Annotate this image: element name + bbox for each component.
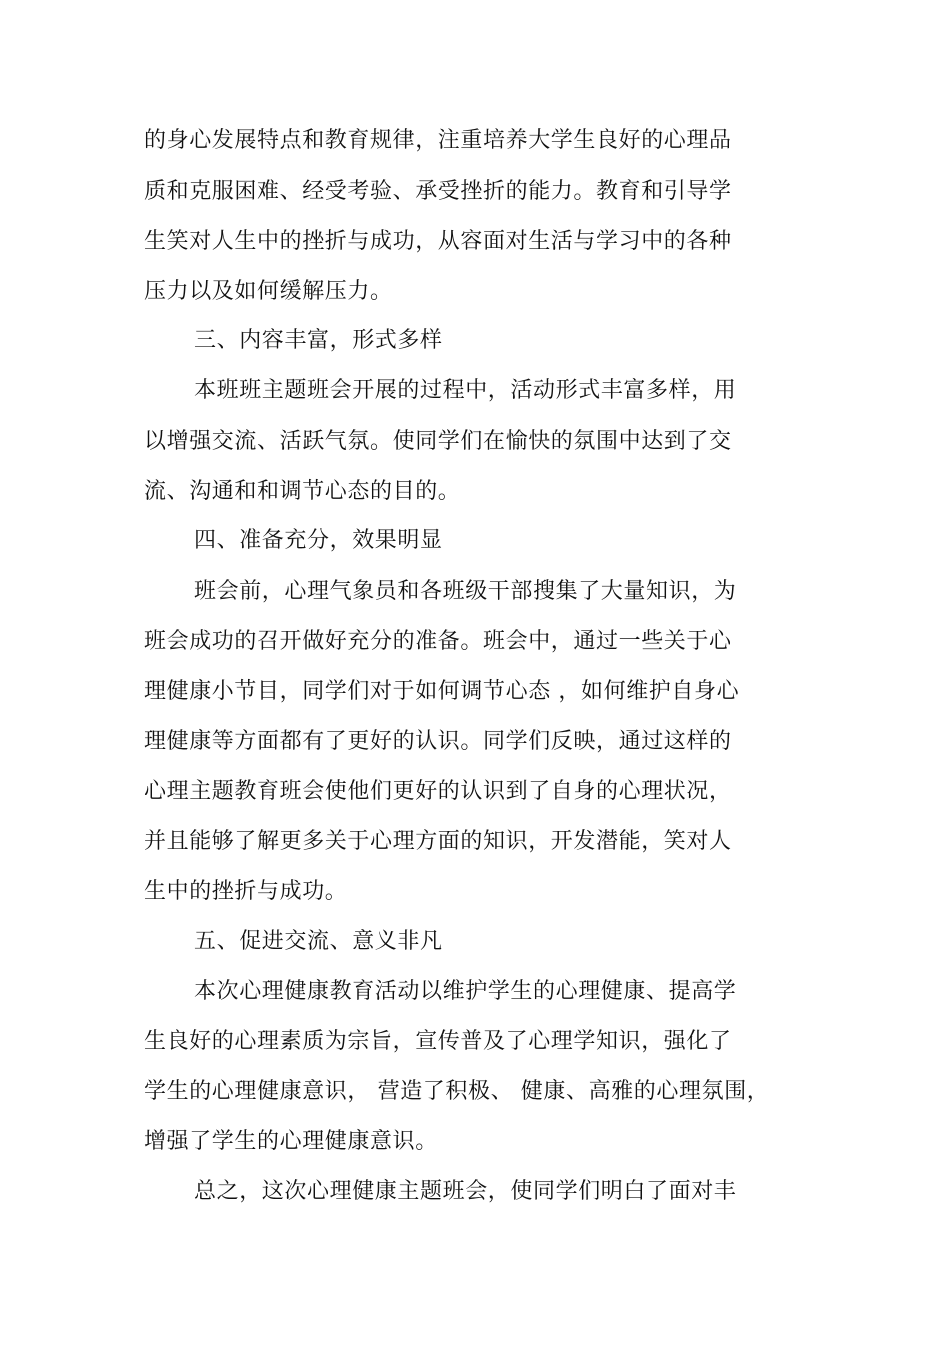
body-text-line: 流、沟通和和调节心态的目的。 [144, 479, 461, 504]
body-text-line: 生笑对人生中的挫折与成功，从容面对生活与学习中的各种 [144, 229, 732, 254]
body-text-line: 以增强交流、活跃气氛。使同学们在愉快的氛围中达到了交 [144, 429, 732, 454]
body-text-line: 学生的心理健康意识， 营造了积极、 健康、高雅的心理氛围， [144, 1079, 770, 1104]
body-text-line: 生良好的心理素质为宗旨，宣传普及了心理学知识，强化了 [144, 1029, 732, 1054]
body-text-line: 生中的挫折与成功。 [144, 879, 348, 904]
section-heading: 五、促进交流、意义非凡 [194, 929, 443, 954]
section-heading: 三、内容丰富，形式多样 [194, 328, 443, 353]
section-heading: 四、准备充分，效果明显 [194, 528, 443, 553]
body-text-line: 增强了学生的心理健康意识。 [144, 1129, 438, 1154]
body-text-line: 理健康小节目，同学们对于如何调节心态 ，如何维护自身心 [144, 679, 740, 704]
body-text-line: 本班班主题班会开展的过程中，活动形式丰富多样，用 [194, 378, 737, 403]
body-text-line: 班会成功的召开做好充分的准备。班会中，通过一些关于心 [144, 629, 732, 654]
body-text-line: 理健康等方面都有了更好的认识。同学们反映，通过这样的 [144, 729, 732, 754]
body-text-line: 并且能够了解更多关于心理方面的知识，开发潜能，笑对人 [144, 829, 732, 854]
body-text-line: 质和克服困难、经受考验、承受挫折的能力。教育和引导学 [144, 179, 732, 204]
body-text-line: 压力以及如何缓解压力。 [144, 279, 393, 304]
body-text-line: 的身心发展特点和教育规律，注重培养大学生良好的心理品 [144, 128, 732, 153]
body-text-line: 本次心理健康教育活动以维护学生的心理健康、提高学 [194, 979, 737, 1004]
body-text-line: 心理主题教育班会使他们更好的认识到了自身的心理状况， [144, 779, 732, 804]
body-text-line: 班会前，心理气象员和各班级干部搜集了大量知识，为 [194, 579, 737, 604]
body-text-line: 总之，这次心理健康主题班会，使同学们明白了面对丰 [194, 1179, 737, 1204]
